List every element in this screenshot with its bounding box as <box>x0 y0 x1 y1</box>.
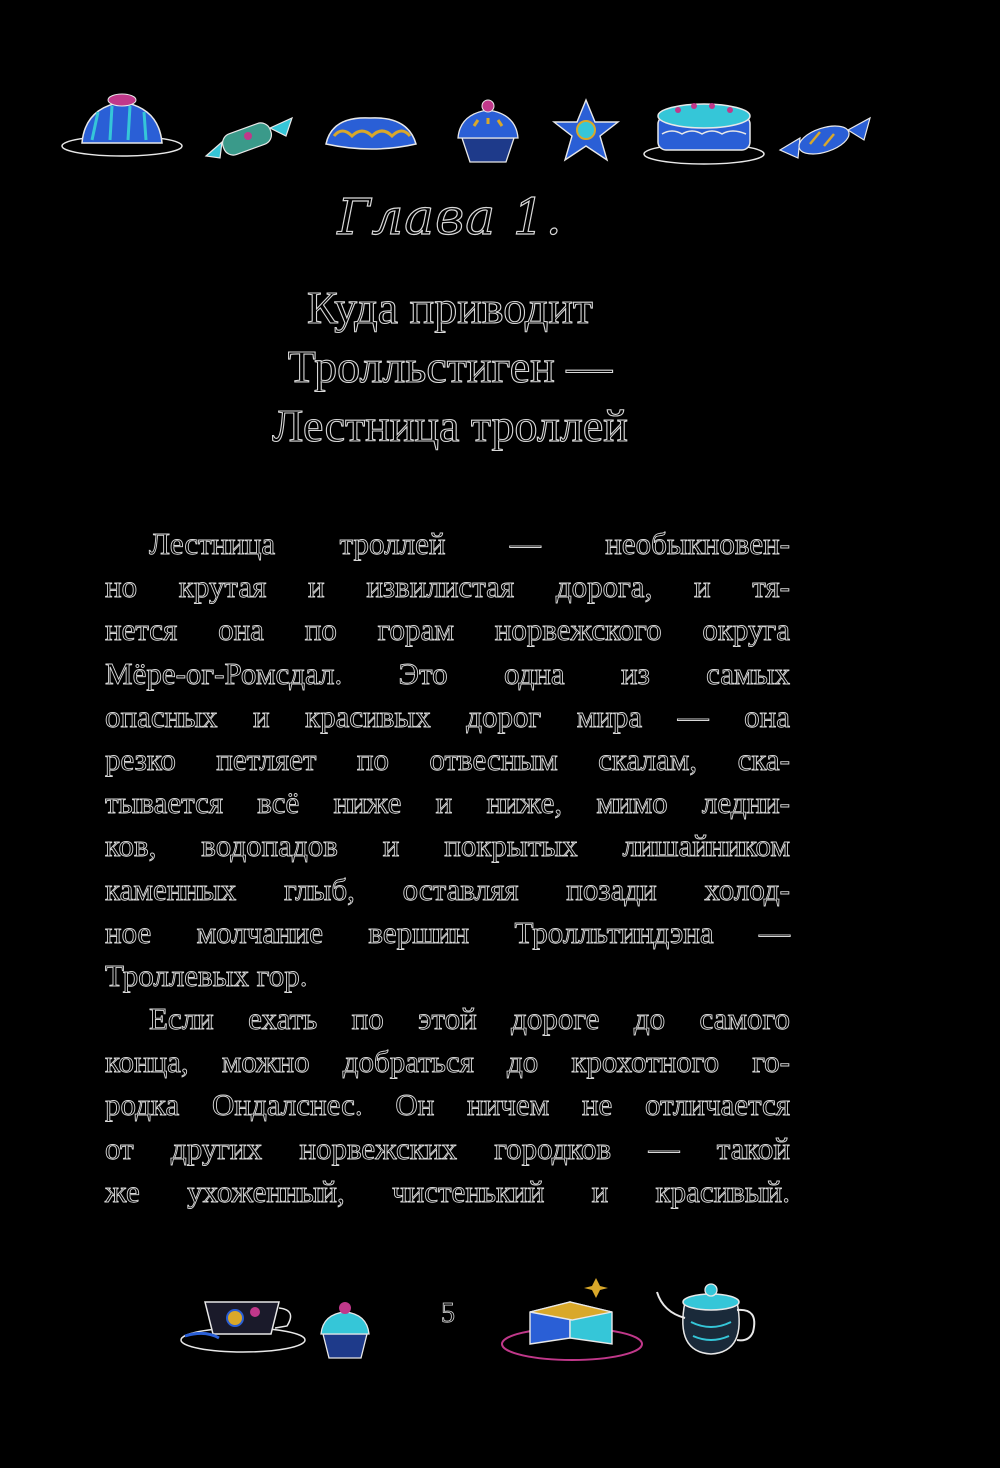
text-line: Лестница троллей — необыкновен- <box>149 526 790 561</box>
chapter-number: Глава 1. <box>337 188 563 246</box>
text-line: от других норвежских городков — такой <box>105 1130 790 1166</box>
text-line: же ухоженный, чистенький и красивый. <box>105 1173 790 1209</box>
frosted-cake-icon <box>644 103 764 164</box>
text-line: ков, водопадов и покрытых лишайником <box>105 828 790 864</box>
bottom-ornament-row <box>175 1262 775 1372</box>
jelly-cake-icon <box>62 94 182 156</box>
small-cake-icon <box>321 1302 369 1358</box>
chapter-title <box>0 278 900 455</box>
text-line: ное молчание вершин Тролльтиндэна — <box>105 914 790 950</box>
paragraph <box>105 997 790 1213</box>
cake-slices-icon <box>502 1278 642 1360</box>
text-line: Мёре-ог-Ромсдал. Это одна из самых <box>105 655 790 691</box>
teapot-icon <box>657 1284 754 1354</box>
text-line: каменных глыб, оставляя позади холод- <box>105 871 790 907</box>
chapter-title-line: Куда приводит <box>306 282 594 333</box>
eclair-icon <box>326 118 416 149</box>
paragraph <box>105 522 790 997</box>
body-text <box>105 522 790 1213</box>
text-line: но крутая и извилистая дорога, и тя- <box>105 569 790 605</box>
text-line: Если ехать по этой дороге до самого <box>149 1001 790 1037</box>
text-line: опасных и красивых дорог мира — она <box>105 698 790 734</box>
cupcake-icon <box>458 100 518 162</box>
text-line: родка Ондалснес. Он ничем не отличается <box>105 1087 790 1123</box>
text-line: конца, можно добраться до крохотного го- <box>105 1044 790 1080</box>
text-line: тывается всё ниже и ниже, мимо ледни- <box>105 785 790 821</box>
page-number: 5 <box>441 1298 455 1329</box>
candy-icon <box>206 118 292 158</box>
chapter-title-line: Тролльстиген — <box>287 341 613 392</box>
text-line: Троллевых гор. <box>105 957 308 993</box>
wrapped-candy-icon <box>780 118 870 159</box>
star-cookie-icon <box>554 100 618 160</box>
teacup-icon <box>181 1302 305 1352</box>
top-ornament-row <box>60 88 880 178</box>
chapter-title-line: Лестница троллей <box>272 400 628 451</box>
text-line: нется она по горам норвежского округа <box>105 612 790 648</box>
text-line: резко петляет по отвесным скалам, ска- <box>105 741 790 777</box>
